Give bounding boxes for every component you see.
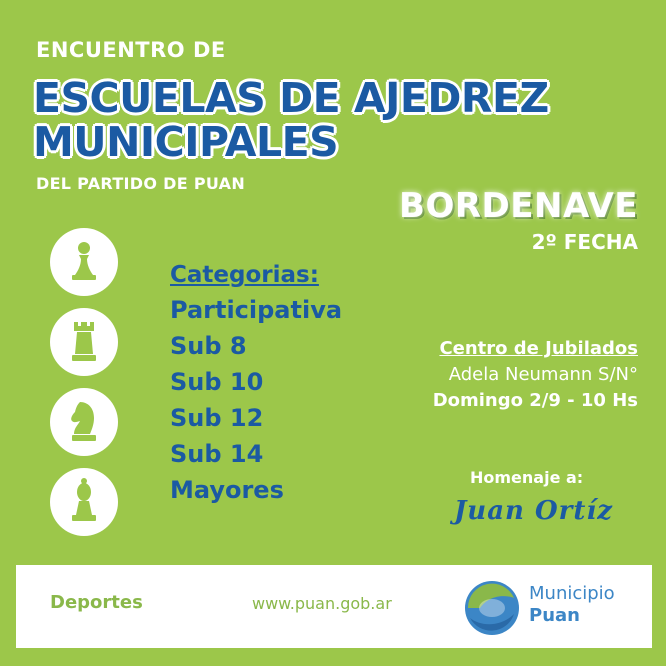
municipio-logo-icon xyxy=(462,578,522,638)
knight-icon xyxy=(50,388,118,456)
homage-label: Homenaje a: xyxy=(470,468,584,487)
category-item: Sub 14 xyxy=(170,440,264,468)
website-link[interactable]: www.puan.gob.ar xyxy=(252,594,392,613)
footer-bar xyxy=(16,565,652,648)
homage-name: Juan Ortíz xyxy=(454,496,614,526)
bishop-icon xyxy=(50,468,118,536)
date-label: 2º FECHA xyxy=(531,230,638,254)
title-line-2: MUNICIPALES xyxy=(33,118,339,166)
category-item: Sub 10 xyxy=(170,368,264,396)
pre-title: ENCUENTRO DE xyxy=(36,38,226,62)
location-name: BORDENAVE xyxy=(399,186,638,226)
category-item: Mayores xyxy=(170,476,284,504)
category-item: Sub 8 xyxy=(170,332,247,360)
subtitle: DEL PARTIDO DE PUAN xyxy=(36,174,246,193)
rook-icon xyxy=(50,308,118,376)
category-item: Sub 12 xyxy=(170,404,264,432)
pawn-icon xyxy=(50,228,118,296)
venue-place: Centro de Jubilados xyxy=(439,338,638,359)
department-label: Deportes xyxy=(50,592,143,613)
venue-address: Adela Neumann S/N° xyxy=(448,364,638,385)
logo-text-line-1: Municipio xyxy=(529,583,615,604)
categories-list xyxy=(170,258,342,508)
category-item: Participativa xyxy=(170,296,343,324)
venue-datetime: Domingo 2/9 - 10 Hs xyxy=(432,390,638,411)
categories-heading: Categorias: xyxy=(170,262,319,288)
title-line-1: ESCUELAS DE AJEDREZ xyxy=(33,74,549,122)
logo-text-line-2: Puan xyxy=(529,605,580,626)
venue-info xyxy=(433,336,638,414)
